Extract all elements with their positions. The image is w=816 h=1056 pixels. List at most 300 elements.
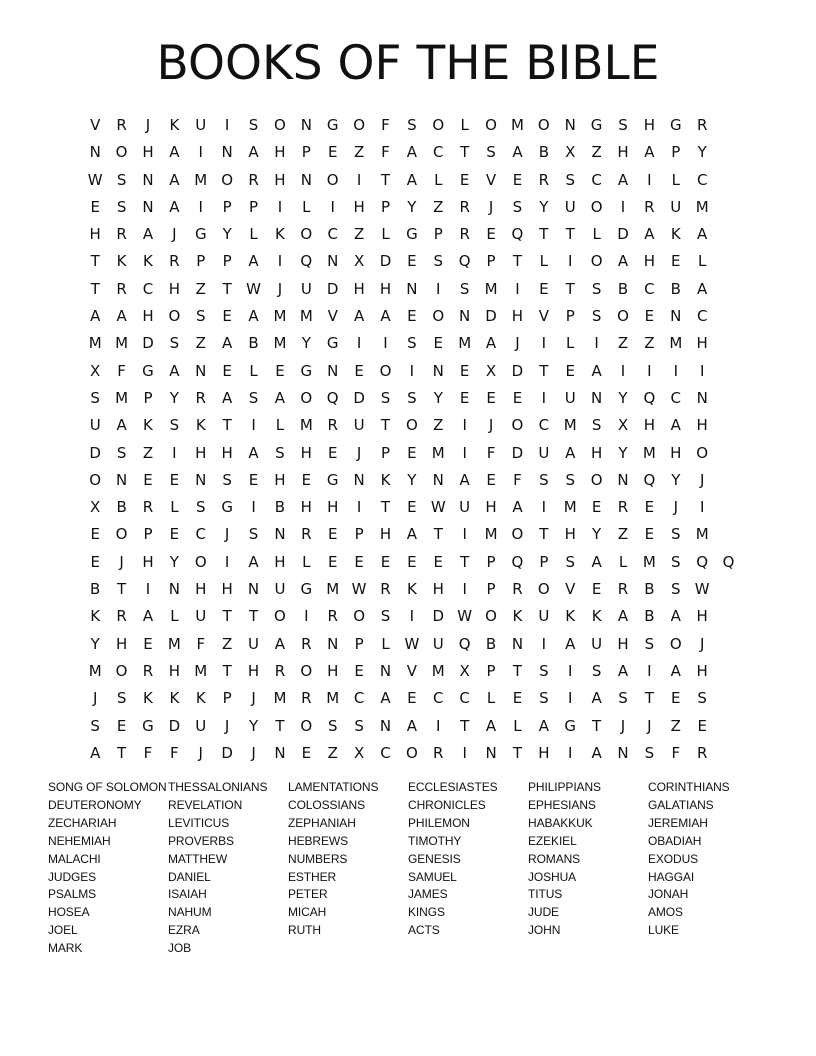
grid-letter: E <box>327 552 338 571</box>
grid-letter: N <box>327 361 339 380</box>
grid-letter: A <box>485 334 497 353</box>
grid-letter: A <box>248 143 259 162</box>
grid-letter: R <box>116 279 127 298</box>
word-item: ROMANS <box>528 851 581 866</box>
grid-letter: W <box>351 580 367 599</box>
grid-letter: I <box>673 361 678 380</box>
word-item: JOSHUA <box>528 869 577 884</box>
grid-letter: L <box>671 170 680 189</box>
grid-letter: J <box>699 470 705 489</box>
grid-letter: R <box>301 525 312 544</box>
word-item: DANIEL <box>168 869 211 884</box>
word-item: JOB <box>168 941 192 956</box>
grid-row <box>82 576 742 603</box>
grid-letter: N <box>142 197 154 216</box>
grid-letter: O <box>537 116 550 134</box>
grid-letter: H <box>379 525 392 544</box>
grid-letter: E <box>301 743 312 762</box>
grid-letter: E <box>354 661 364 680</box>
grid-letter: F <box>170 743 179 762</box>
word-item: EZEKIEL <box>528 833 577 848</box>
grid-letter: S <box>195 498 206 517</box>
page-title: BOOKS OF THE BIBLE <box>156 36 660 91</box>
grid-letter: N <box>591 388 603 407</box>
grid-letter: A <box>116 307 127 326</box>
grid-letter: S <box>354 716 364 735</box>
word-item: ECCLESIASTES <box>408 780 498 794</box>
grid-letter: A <box>116 416 127 435</box>
grid-letter: L <box>381 225 390 244</box>
grid-letter: K <box>512 607 523 626</box>
grid-letter: S <box>116 443 127 462</box>
grid-letter: H <box>696 661 708 680</box>
grid-letter: I <box>647 170 652 189</box>
grid-letter: E <box>433 552 444 571</box>
grid-letter: W <box>246 279 261 298</box>
grid-letter: R <box>380 580 391 599</box>
grid-letter: U <box>591 634 603 653</box>
word-item: ACTS <box>408 923 440 938</box>
grid-letter: U <box>195 607 207 626</box>
grid-letter: R <box>327 416 338 435</box>
grid-letter: G <box>326 334 339 353</box>
grid-letter: S <box>565 552 575 571</box>
grid-letter: T <box>539 525 549 544</box>
grid-letter: R <box>459 197 470 216</box>
grid-letter: H <box>247 661 260 680</box>
grid-letter: H <box>221 443 233 462</box>
grid-letter: O <box>326 170 339 189</box>
grid-letter: U <box>564 388 576 407</box>
grid-letter: A <box>644 225 655 244</box>
grid-letter: X <box>353 252 365 271</box>
grid-letter: J <box>277 279 283 298</box>
word-column <box>528 779 648 958</box>
grid-letter: A <box>222 334 233 353</box>
grid-letter: Y <box>248 716 259 735</box>
grid-letter: Y <box>592 525 602 544</box>
grid-letter: Z <box>670 716 681 735</box>
grid-letter: H <box>300 443 312 462</box>
grid-letter: I <box>356 334 362 353</box>
grid-letter: L <box>592 225 601 244</box>
grid-letter: T <box>117 743 127 762</box>
grid-letter: N <box>511 634 524 653</box>
grid-letter: M <box>273 334 287 353</box>
grid-letter: H <box>643 416 656 435</box>
grid-letter: H <box>142 143 154 162</box>
grid-letter: W <box>694 580 710 599</box>
grid-letter: R <box>142 661 154 680</box>
grid-letter: L <box>618 552 628 571</box>
grid-letter: C <box>433 689 444 708</box>
grid-letter: J <box>224 525 230 544</box>
grid-letter: T <box>433 525 443 544</box>
grid-letter: T <box>117 580 127 599</box>
grid-letter: P <box>143 388 153 407</box>
grid-letter: Y <box>539 197 549 216</box>
grid-letter: T <box>460 552 470 571</box>
grid-letter: S <box>116 689 127 708</box>
grid-letter: A <box>485 716 497 735</box>
grid-letter: K <box>143 252 153 271</box>
grid-letter: N <box>379 716 392 735</box>
grid-letter: M <box>431 443 445 462</box>
grid-letter: A <box>591 743 602 762</box>
grid-letter: J <box>647 716 652 735</box>
grid-letter: D <box>89 443 101 462</box>
grid-letter: R <box>116 225 127 244</box>
grid-letter: H <box>590 443 603 462</box>
grid-letter: F <box>671 743 681 762</box>
word-item: EXODUS <box>648 851 699 866</box>
grid-letter: A <box>169 143 180 162</box>
grid-letter: K <box>169 689 180 708</box>
grid-letter: I <box>251 416 256 435</box>
grid-letter: D <box>617 225 629 244</box>
grid-letter: I <box>198 197 203 216</box>
grid-letter: S <box>433 252 444 271</box>
grid-letter: S <box>116 170 127 189</box>
word-item: JUDGES <box>48 869 97 884</box>
grid-letter: M <box>484 279 498 298</box>
grid-letter: T <box>592 716 602 735</box>
grid-letter: U <box>89 416 101 435</box>
grid-letter: E <box>354 552 364 571</box>
grid-letter: F <box>486 443 496 462</box>
grid-letter: T <box>565 225 575 244</box>
word-item: LEVITICUS <box>168 815 230 830</box>
grid-letter: T <box>460 143 470 162</box>
grid-letter: H <box>696 334 708 353</box>
grid-letter: L <box>486 689 496 708</box>
grid-letter: N <box>300 116 312 134</box>
grid-letter: N <box>247 580 260 599</box>
grid-letter: A <box>591 361 602 380</box>
grid-letter: H <box>300 498 312 517</box>
grid-letter: S <box>116 197 127 216</box>
grid-letter: Y <box>618 443 628 462</box>
grid-letter: J <box>488 416 494 435</box>
grid-letter: O <box>537 580 550 599</box>
grid-letter: O <box>590 252 603 271</box>
grid-letter: H <box>274 470 286 489</box>
grid-letter: Z <box>644 334 655 353</box>
grid-letter: J <box>198 743 203 762</box>
grid-letter: I <box>304 607 309 626</box>
word-item: RUTH <box>288 923 321 938</box>
grid-letter: R <box>301 634 312 653</box>
grid-letter: A <box>644 143 655 162</box>
grid-letter: W <box>457 607 473 626</box>
grid-letter: M <box>695 525 709 544</box>
grid-letter: E <box>90 525 100 544</box>
grid-letter: R <box>169 252 180 271</box>
grid-letter: N <box>221 143 233 162</box>
grid-row <box>82 276 742 303</box>
grid-letter: R <box>116 116 127 134</box>
grid-letter: R <box>696 116 708 134</box>
grid-letter: L <box>434 170 443 189</box>
grid-letter: K <box>195 689 206 708</box>
grid-letter: P <box>249 197 259 216</box>
grid-letter: A <box>248 443 259 462</box>
grid-letter: S <box>565 470 575 489</box>
grid-row <box>82 713 742 740</box>
grid-letter: N <box>115 470 128 489</box>
grid-letter: Y <box>618 388 628 407</box>
grid-letter: P <box>222 252 232 271</box>
grid-letter: A <box>406 716 418 735</box>
grid-letter: H <box>643 252 656 271</box>
grid-letter: S <box>248 116 259 134</box>
grid-letter: U <box>538 607 550 626</box>
grid-letter: I <box>647 361 652 380</box>
grid-letter: T <box>380 498 391 517</box>
grid-letter: I <box>568 661 573 680</box>
grid-letter: S <box>248 525 259 544</box>
grid-letter: Q <box>643 388 656 407</box>
word-item: EZRA <box>168 923 200 938</box>
grid-letter: R <box>459 225 470 244</box>
grid-letter: A <box>222 388 233 407</box>
grid-letter: Z <box>195 279 206 298</box>
grid-letter: I <box>541 334 547 353</box>
grid-letter: U <box>538 443 550 462</box>
grid-letter: S <box>591 307 602 326</box>
word-item: PROVERBS <box>168 833 234 848</box>
grid-letter: S <box>512 197 523 216</box>
grid-letter: A <box>142 225 154 244</box>
grid-letter: O <box>511 416 524 435</box>
grid-letter: W <box>404 634 420 653</box>
grid-letter: B <box>485 634 497 653</box>
word-item: TIMOTHY <box>408 833 462 848</box>
grid-letter: E <box>644 498 655 517</box>
grid-letter: X <box>353 743 365 762</box>
grid-letter: N <box>168 580 180 599</box>
word-item: ESTHER <box>288 869 337 884</box>
grid-letter: E <box>512 689 523 708</box>
grid-letter: O <box>617 307 629 326</box>
grid-letter: I <box>356 498 362 517</box>
word-column <box>648 779 768 958</box>
grid-row <box>82 685 742 712</box>
grid-letter: D <box>353 388 365 407</box>
grid-letter: I <box>330 197 335 216</box>
grid-letter: Y <box>301 334 311 353</box>
grid-letter: T <box>275 716 285 735</box>
grid-letter: H <box>142 307 154 326</box>
word-item: REVELATION <box>168 797 243 812</box>
word-item: PETER <box>288 887 328 902</box>
grid-row <box>82 658 742 685</box>
grid-letter: E <box>143 634 153 653</box>
grid-letter: U <box>195 116 207 134</box>
grid-letter: B <box>644 580 655 599</box>
grid-letter: N <box>432 361 444 380</box>
word-item: MALACHI <box>48 851 101 866</box>
grid-letter: S <box>591 416 602 435</box>
grid-row <box>82 385 742 412</box>
grid-letter: G <box>300 361 313 380</box>
grid-letter: U <box>248 634 260 653</box>
grid-letter: J <box>515 334 520 353</box>
grid-letter: X <box>565 143 576 162</box>
grid-letter: C <box>538 416 550 435</box>
grid-letter: L <box>460 116 469 134</box>
grid-letter: I <box>541 388 547 407</box>
grid-letter: J <box>251 689 256 708</box>
grid-letter: M <box>458 334 472 353</box>
grid-letter: G <box>300 580 313 599</box>
grid-letter: X <box>617 416 629 435</box>
word-item: JOEL <box>48 923 78 938</box>
grid-letter: O <box>432 116 445 134</box>
grid-letter: S <box>539 689 549 708</box>
grid-letter: Q <box>511 225 524 244</box>
grid-letter: E <box>512 388 523 407</box>
grid-letter: H <box>511 307 524 326</box>
grid-letter: Q <box>511 552 524 571</box>
word-item: JAMES <box>408 887 448 902</box>
grid-letter: J <box>356 443 362 462</box>
grid-letter: S <box>671 580 681 599</box>
grid-letter: N <box>379 661 392 680</box>
grid-row <box>82 631 742 658</box>
grid-letter: K <box>169 116 180 134</box>
grid-letter: H <box>142 552 154 571</box>
grid-letter: T <box>539 361 549 380</box>
grid-letter: O <box>300 661 313 680</box>
grid-letter: Y <box>90 634 100 653</box>
grid-letter: I <box>568 743 573 762</box>
grid-letter: E <box>407 552 417 571</box>
grid-letter: E <box>671 252 681 271</box>
grid-letter: A <box>617 607 629 626</box>
grid-letter: S <box>671 552 681 571</box>
word-item: LAMENTATIONS <box>288 780 379 794</box>
grid-letter: C <box>670 388 682 407</box>
grid-letter: Z <box>433 197 444 216</box>
grid-letter: E <box>459 388 470 407</box>
grid-letter: N <box>670 307 682 326</box>
grid-letter: A <box>380 689 391 708</box>
grid-letter: A <box>90 743 101 762</box>
grid-row <box>82 603 742 630</box>
grid-row <box>82 412 742 439</box>
word-item: GALATIANS <box>648 797 714 812</box>
grid-letter: A <box>406 170 418 189</box>
grid-letter: A <box>353 307 365 326</box>
grid-letter: U <box>195 716 207 735</box>
grid-letter: M <box>642 443 656 462</box>
grid-letter: P <box>486 580 496 599</box>
grid-letter: T <box>512 661 523 680</box>
grid-letter: L <box>698 252 707 271</box>
grid-letter: H <box>195 580 207 599</box>
grid-letter: I <box>436 716 441 735</box>
grid-letter: S <box>195 307 206 326</box>
grid-letter: B <box>538 143 549 162</box>
grid-letter: I <box>620 361 626 380</box>
grid-letter: X <box>485 361 497 380</box>
grid-letter: E <box>407 252 417 271</box>
grid-letter: M <box>510 116 524 134</box>
grid-letter: A <box>565 443 576 462</box>
word-column <box>168 779 288 958</box>
grid-letter: E <box>301 470 312 489</box>
grid-letter: M <box>167 634 181 653</box>
grid-letter: L <box>170 607 179 626</box>
word-item: NAHUM <box>168 905 212 920</box>
grid-letter: E <box>327 143 338 162</box>
grid-letter: N <box>195 470 207 489</box>
grid-letter: C <box>380 743 391 762</box>
grid-letter: G <box>221 498 233 517</box>
grid-letter: M <box>326 689 340 708</box>
grid-letter: E <box>591 580 602 599</box>
grid-letter: D <box>485 307 497 326</box>
grid-letter: Y <box>169 388 179 407</box>
grid-letter: A <box>169 170 180 189</box>
grid-letter: O <box>300 716 313 735</box>
grid-letter: V <box>327 307 338 326</box>
grid-letter: Y <box>407 470 417 489</box>
grid-letter: E <box>327 525 338 544</box>
grid-letter: N <box>432 470 444 489</box>
grid-letter: E <box>327 443 338 462</box>
grid-letter: S <box>459 279 470 298</box>
grid-letter: A <box>169 197 180 216</box>
grid-letter: O <box>405 416 418 435</box>
grid-letter: H <box>327 498 339 517</box>
grid-letter: T <box>222 279 232 298</box>
grid-letter: P <box>486 252 496 271</box>
grid-letter: O <box>511 525 524 544</box>
grid-letter: P <box>433 225 443 244</box>
word-item: PHILIPPIANS <box>528 780 601 794</box>
grid-letter: W <box>430 498 446 517</box>
word-item: JEREMIAH <box>648 815 708 830</box>
word-item: SAMUEL <box>408 869 457 884</box>
grid-letter: E <box>433 334 444 353</box>
grid-letter: I <box>409 607 415 626</box>
grid-letter: S <box>90 716 100 735</box>
grid-letter: N <box>274 525 286 544</box>
grid-letter: H <box>353 279 365 298</box>
grid-letter: S <box>248 388 259 407</box>
grid-letter: D <box>221 743 233 762</box>
word-item: HABAKKUK <box>528 815 593 830</box>
grid-letter: E <box>407 307 417 326</box>
grid-letter: N <box>300 170 312 189</box>
grid-letter: A <box>248 552 259 571</box>
grid-letter: M <box>484 525 498 544</box>
grid-letter: H <box>327 661 339 680</box>
grid-letter: M <box>431 661 445 680</box>
grid-letter: S <box>169 334 180 353</box>
grid-letter: I <box>198 143 203 162</box>
grid-letter: V <box>565 580 576 599</box>
grid-letter: H <box>115 634 128 653</box>
grid-letter: W <box>87 170 103 189</box>
grid-letter: C <box>195 525 206 544</box>
grid-letter: M <box>299 416 313 435</box>
grid-letter: Z <box>617 525 629 544</box>
grid-letter: Y <box>433 388 443 407</box>
grid-letter: R <box>195 388 206 407</box>
